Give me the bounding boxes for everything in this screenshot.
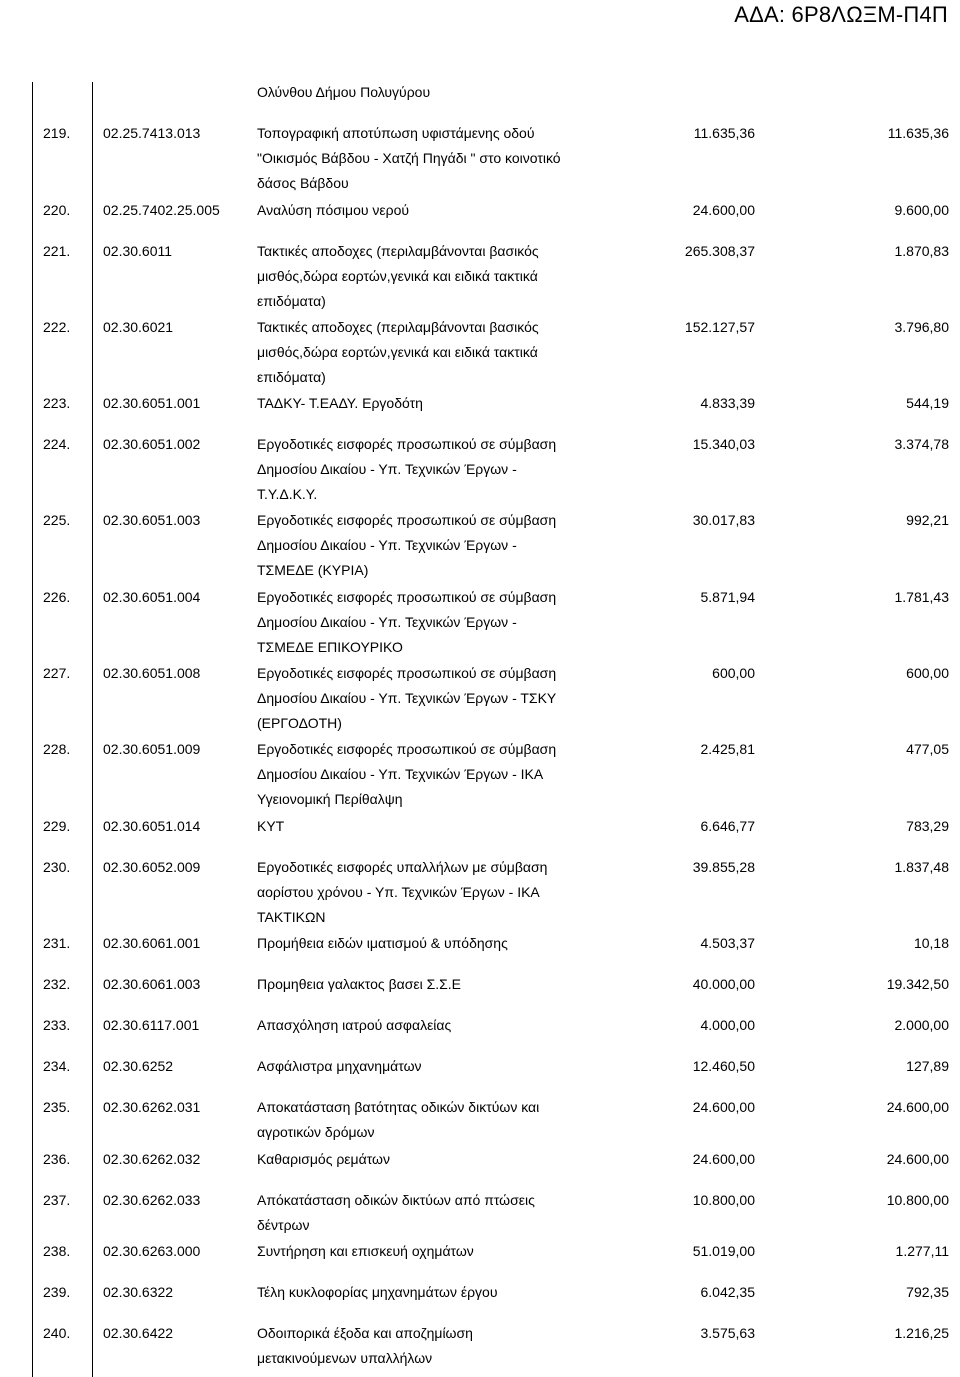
description-line: μισθός,δώρα εορτών,γενικά και ειδικά τακτικά — [257, 344, 538, 360]
description-line: Αποκατάσταση βατότητας οδικών δικτύων και — [257, 1099, 540, 1115]
row-description — [257, 508, 597, 583]
row-number: 231. — [43, 935, 71, 951]
amount-budgeted: 4.833,39 — [700, 395, 755, 411]
amount-budgeted: 10.800,00 — [692, 1192, 755, 1208]
row-number: 221. — [43, 243, 71, 259]
description-line: Οδοιπορικά έξοδα και αποζημίωση — [257, 1325, 473, 1341]
description-line: Καθαρισμός ρεμάτων — [257, 1151, 390, 1167]
account-code: 02.30.6263.000 — [103, 1243, 201, 1259]
amount-budgeted: 152.127,57 — [684, 319, 755, 335]
row-number: 225. — [43, 512, 71, 528]
row-description — [257, 737, 597, 812]
description-line: αγροτικών δρόμων — [257, 1124, 375, 1140]
amount-committed: 24.600,00 — [886, 1099, 949, 1115]
amount-budgeted: 600,00 — [712, 665, 755, 681]
row-number: 236. — [43, 1151, 71, 1167]
amount-committed: 2.000,00 — [894, 1017, 949, 1033]
row-description — [257, 1013, 597, 1038]
description-line: Εργοδοτικές εισφορές προσωπικού σε σύμβαση — [257, 436, 557, 452]
description-line: Εργοδοτικές εισφορές προσωπικού σε σύμβαση — [257, 589, 557, 605]
description-line: ΚΥΤ — [257, 818, 285, 834]
description-line: "Οικισμός Βάβδου - Χατζή Πηγάδι " στο κοινοτικό — [257, 150, 561, 166]
row-number: 235. — [43, 1099, 71, 1115]
amount-budgeted: 265.308,37 — [684, 243, 755, 259]
description-line: Δημοσίου Δικαίου - Υπ. Τεχνικών Έργων - — [257, 614, 517, 630]
description-line: Συντήρηση και επισκευή οχημάτων — [257, 1243, 474, 1259]
description-line: Ασφάλιστρα μηχανημάτων — [257, 1058, 422, 1074]
amount-budgeted: 24.600,00 — [692, 202, 755, 218]
description-line: Προμήθεια ειδών ιματισμού & υπόδησης — [257, 935, 508, 951]
description-line: Δημοσίου Δικαίου - Υπ. Τεχνικών Έργων - ΙΚΑ — [257, 766, 544, 782]
amount-budgeted: 12.460,50 — [692, 1058, 755, 1074]
row-number: 239. — [43, 1284, 71, 1300]
amount-budgeted: 15.340,03 — [692, 436, 755, 452]
account-code: 02.30.6322 — [103, 1284, 174, 1300]
amount-budgeted: 2.425,81 — [700, 741, 755, 757]
row-description — [257, 391, 597, 416]
row-number: 227. — [43, 665, 71, 681]
account-code: 02.30.6011 — [103, 243, 173, 259]
account-code: 02.30.6021 — [103, 319, 174, 335]
description-line: Απόκατάσταση οδικών δικτύων από πτώσεις — [257, 1192, 535, 1208]
row-description — [257, 1321, 597, 1371]
description-line: Τέλη κυκλοφορίας μηχανημάτων έργου — [257, 1284, 498, 1300]
amount-budgeted: 40.000,00 — [692, 976, 755, 992]
account-code: 02.25.7413.013 — [103, 125, 201, 141]
row-description — [257, 239, 597, 314]
table-code-border — [92, 82, 93, 1377]
description-line: επιδόματα) — [257, 293, 326, 309]
description-line: Τ.Υ.Δ.Κ.Υ. — [257, 486, 318, 502]
row-description — [257, 855, 597, 930]
description-line: δέντρων — [257, 1217, 310, 1233]
row-number: 228. — [43, 741, 71, 757]
description-line: Τακτικές αποδοχες (περιλαμβάνονται βασικός — [257, 319, 539, 335]
description-line: Τακτικές αποδοχες (περιλαμβάνονται βασικός — [257, 243, 539, 259]
amount-budgeted: 24.600,00 — [692, 1151, 755, 1167]
amount-committed: 3.374,78 — [894, 436, 949, 452]
account-code: 02.30.6051.008 — [103, 665, 201, 681]
description-line: δάσος Βάβδου — [257, 175, 349, 191]
row-description — [257, 80, 597, 105]
row-description — [257, 1147, 597, 1172]
account-code: 02.30.6061.003 — [103, 976, 201, 992]
row-number: 220. — [43, 202, 71, 218]
row-description — [257, 931, 597, 956]
amount-committed: 792,35 — [906, 1284, 949, 1300]
account-code: 02.25.7402.25.005 — [103, 202, 220, 218]
description-line: αορίστου χρόνου - Υπ. Τεχνικών Έργων - ΙΚΑ — [257, 884, 540, 900]
description-line: ΤΣΜΕΔΕ (ΚΥΡΙΑ) — [257, 562, 369, 578]
account-code: 02.30.6262.032 — [103, 1151, 201, 1167]
description-line: Δημοσίου Δικαίου - Υπ. Τεχνικών Έργων - — [257, 537, 517, 553]
description-line: Εργοδοτικές εισφορές προσωπικού σε σύμβαση — [257, 665, 557, 681]
amount-budgeted: 5.871,94 — [700, 589, 755, 605]
amount-committed: 10.800,00 — [886, 1192, 949, 1208]
row-number: 230. — [43, 859, 71, 875]
row-number: 224. — [43, 436, 71, 452]
description-line: Δημοσίου Δικαίου - Υπ. Τεχνικών Έργων - — [257, 461, 517, 477]
table-left-border — [32, 82, 33, 1377]
row-description — [257, 661, 597, 736]
description-line: Αναλύση πόσιμου νερού — [257, 202, 410, 218]
row-description — [257, 585, 597, 660]
amount-committed: 600,00 — [906, 665, 949, 681]
description-line: Εργοδοτικές εισφορές προσωπικού σε σύμβαση — [257, 741, 557, 757]
description-line: ΤΣΜΕΔΕ ΕΠΙΚΟΥΡΙΚΟ — [257, 639, 403, 655]
amount-committed: 1.837,48 — [894, 859, 949, 875]
description-line: Εργοδοτικές εισφορές προσωπικού σε σύμβαση — [257, 512, 557, 528]
row-description — [257, 1280, 597, 1305]
row-description — [257, 315, 597, 390]
account-code: 02.30.6052.009 — [103, 859, 201, 875]
amount-committed: 9.600,00 — [894, 202, 949, 218]
account-code: 02.30.6061.001 — [103, 935, 201, 951]
row-number: 219. — [43, 125, 71, 141]
row-description — [257, 972, 597, 997]
account-code: 02.30.6051.002 — [103, 436, 201, 452]
amount-committed: 1.870,83 — [894, 243, 949, 259]
description-line: Τοπογραφική αποτύπωση υφιστάμενης οδού — [257, 125, 535, 141]
row-number: 233. — [43, 1017, 71, 1033]
row-number: 223. — [43, 395, 71, 411]
row-description — [257, 1188, 597, 1238]
description-line: μετακινούμενων υπαλλήλων — [257, 1350, 433, 1366]
amount-committed: 3.796,80 — [894, 319, 949, 335]
account-code: 02.30.6051.001 — [103, 395, 201, 411]
description-line: Ολύνθου Δήμου Πολυγύρου — [257, 84, 431, 100]
amount-committed: 544,19 — [906, 395, 949, 411]
account-code: 02.30.6117.001 — [103, 1017, 200, 1033]
amount-committed: 477,05 — [906, 741, 949, 757]
amount-committed: 1.277,11 — [895, 1243, 949, 1259]
row-number: 240. — [43, 1325, 71, 1341]
account-code: 02.30.6051.014 — [103, 818, 201, 834]
amount-budgeted: 6.042,35 — [700, 1284, 755, 1300]
amount-budgeted: 11.635,36 — [693, 125, 755, 141]
amount-committed: 24.600,00 — [886, 1151, 949, 1167]
account-code: 02.30.6422 — [103, 1325, 174, 1341]
description-line: Υγειονομική Περίθαλψη — [257, 791, 403, 807]
row-number: 222. — [43, 319, 71, 335]
account-code: 02.30.6262.033 — [103, 1192, 201, 1208]
amount-committed: 10,18 — [913, 935, 949, 951]
account-code: 02.30.6051.009 — [103, 741, 201, 757]
ada-header: ΑΔΑ: 6Ρ8ΛΩΞΜ-Π4Π — [734, 2, 948, 27]
amount-budgeted: 4.000,00 — [700, 1017, 755, 1033]
row-description — [257, 1054, 597, 1079]
row-description — [257, 1095, 597, 1145]
row-number: 229. — [43, 818, 71, 834]
description-line: επιδόματα) — [257, 369, 326, 385]
row-description — [257, 198, 597, 223]
row-description — [257, 121, 597, 196]
amount-budgeted: 6.646,77 — [700, 818, 755, 834]
account-code: 02.30.6262.031 — [103, 1099, 201, 1115]
description-line: ΤΑΔΚΥ- Τ.ΕΑΔΥ. Εργοδότη — [257, 395, 423, 411]
amount-committed: 992,21 — [906, 512, 949, 528]
description-line: Εργοδοτικές εισφορές υπαλλήλων με σύμβαση — [257, 859, 548, 875]
amount-budgeted: 51.019,00 — [692, 1243, 755, 1259]
description-line: Απασχόληση ιατρού ασφαλείας — [257, 1017, 452, 1033]
amount-committed: 1.781,43 — [894, 589, 949, 605]
row-description — [257, 814, 597, 839]
amount-committed: 11.635,36 — [887, 125, 949, 141]
row-description — [257, 432, 597, 507]
amount-committed: 783,29 — [906, 818, 949, 834]
account-code: 02.30.6252 — [103, 1058, 174, 1074]
description-line: (ΕΡΓΟΔΟΤΗ) — [257, 715, 342, 731]
description-line: Δημοσίου Δικαίου - Υπ. Τεχνικών Έργων - ΤΣΚΥ — [257, 690, 557, 706]
account-code: 02.30.6051.003 — [103, 512, 201, 528]
amount-budgeted: 24.600,00 — [692, 1099, 755, 1115]
amount-budgeted: 3.575,63 — [700, 1325, 755, 1341]
description-line: ΤΑΚΤΙΚΩΝ — [257, 909, 326, 925]
row-number: 237. — [43, 1192, 71, 1208]
row-number: 226. — [43, 589, 71, 605]
row-number: 232. — [43, 976, 71, 992]
row-description — [257, 1239, 597, 1264]
row-number: 234. — [43, 1058, 71, 1074]
amount-budgeted: 39.855,28 — [692, 859, 755, 875]
description-line: Προμηθεια γαλακτος βασει Σ.Σ.Ε — [257, 976, 462, 992]
description-line: μισθός,δώρα εορτών,γενικά και ειδικά τακτικά — [257, 268, 538, 284]
amount-committed: 127,89 — [906, 1058, 949, 1074]
row-number: 238. — [43, 1243, 71, 1259]
amount-budgeted: 30.017,83 — [692, 512, 755, 528]
account-code: 02.30.6051.004 — [103, 589, 201, 605]
amount-committed: 1.216,25 — [894, 1325, 949, 1341]
amount-committed: 19.342,50 — [886, 976, 949, 992]
amount-budgeted: 4.503,37 — [700, 935, 755, 951]
